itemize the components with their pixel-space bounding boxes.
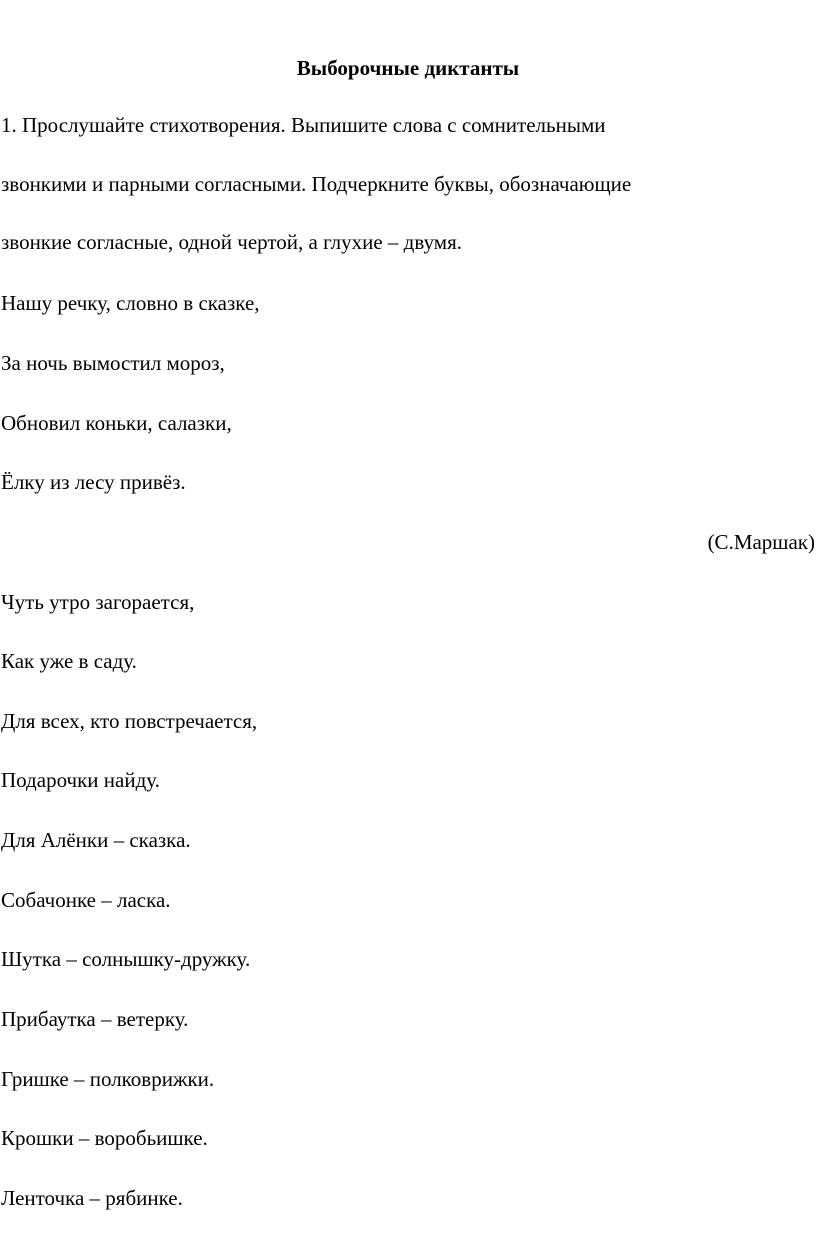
poem2-line-3: Для всех, кто повстречается, [1, 709, 258, 733]
poem2-line-10: Крошки – воробьишке. [1, 1126, 208, 1150]
document-title: Выборочные диктанты [296, 56, 520, 80]
task-line-1: 1. Прослушайте стихотворения. Выпишите слова с сомнительными [1, 113, 606, 137]
poem1-line-1: Нашу речку, словно в сказке, [1, 291, 260, 315]
poem1-author: (С.Маршак) [707, 530, 815, 554]
task-line-3: звонкие согласные, одной чертой, а глухие – двумя. [1, 230, 462, 254]
poem2-line-9: Гришке – полковрижки. [1, 1067, 215, 1091]
poem2-line-1: Чуть утро загорается, [1, 590, 195, 614]
poem2-line-4: Подарочки найду. [1, 768, 160, 792]
poem2-line-8: Прибаутка – ветерку. [1, 1007, 189, 1031]
poem1-line-2: За ночь вымостил мороз, [1, 351, 225, 375]
poem2-line-5: Для Алёнки – сказка. [1, 828, 191, 852]
poem2-line-7: Шутка – солнышку-дружку. [1, 947, 251, 971]
poem2-line-2: Как уже в саду. [1, 649, 137, 673]
task-line-2: звонкими и парными согласными. Подчеркните буквы, обозначающие [1, 172, 632, 196]
poem1-line-3: Обновил коньки, салазки, [1, 411, 232, 435]
poem2-line-11: Ленточка – рябинке. [1, 1186, 183, 1210]
poem1-line-4: Ёлку из лесу привёз. [1, 470, 186, 494]
poem2-line-6: Собачонке – ласка. [1, 888, 171, 912]
